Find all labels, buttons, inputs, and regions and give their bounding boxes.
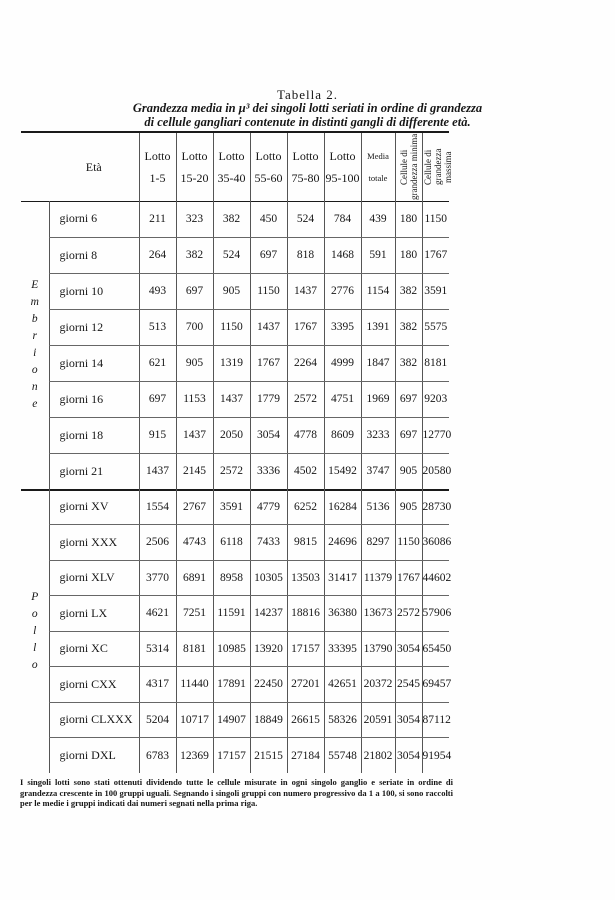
value-cell: 69457 [422, 667, 449, 703]
value-cell: 621 [139, 345, 176, 381]
value-cell: 6783 [139, 738, 176, 774]
value-cell: 11440 [176, 667, 213, 703]
value-cell: 524 [213, 237, 250, 273]
value-cell: 697 [395, 417, 422, 453]
value-cell: 3591 [213, 489, 250, 525]
value-cell: 382 [395, 345, 422, 381]
value-cell: 1319 [213, 345, 250, 381]
value-cell: 6252 [287, 489, 324, 525]
value-cell: 180 [395, 201, 422, 237]
value-cell: 439 [361, 201, 395, 237]
table-row [21, 489, 449, 525]
value-cell: 700 [176, 309, 213, 345]
value-cell: 15492 [324, 453, 361, 489]
value-cell: 1767 [287, 309, 324, 345]
value-cell: 8297 [361, 525, 395, 561]
value-cell: 42651 [324, 667, 361, 703]
eta-cell: giorni XV [49, 489, 139, 525]
value-cell: 18816 [287, 596, 324, 632]
value-cell: 2545 [395, 667, 422, 703]
value-cell: 27184 [287, 738, 324, 774]
value-cell: 4502 [287, 453, 324, 489]
table-row [21, 309, 449, 345]
value-cell: 2264 [287, 345, 324, 381]
table-row [21, 738, 449, 774]
value-cell: 16284 [324, 489, 361, 525]
value-cell: 1437 [213, 381, 250, 417]
header-eta: Età [85, 160, 102, 174]
value-cell: 55748 [324, 738, 361, 774]
value-cell: 905 [395, 453, 422, 489]
embrione-letter: e [32, 398, 38, 410]
eta-cell: giorni XXX [49, 525, 139, 561]
embrione-letter: n [31, 381, 38, 393]
value-cell: 13920 [250, 631, 287, 667]
value-cell: 14907 [213, 702, 250, 738]
value-cell: 22450 [250, 667, 287, 703]
header-lotto-1: Lotto 1-5 [139, 133, 176, 201]
value-cell: 44602 [422, 560, 449, 596]
value-cell: 3233 [361, 417, 395, 453]
value-cell: 4743 [176, 525, 213, 561]
value-cell: 323 [176, 201, 213, 237]
value-cell: 1150 [422, 201, 449, 237]
eta-cell: giorni 8 [49, 237, 139, 273]
value-cell: 697 [395, 381, 422, 417]
table-row [21, 631, 449, 667]
value-cell: 1554 [139, 489, 176, 525]
value-cell: 905 [176, 345, 213, 381]
value-cell: 65450 [422, 631, 449, 667]
value-cell: 6891 [176, 560, 213, 596]
eta-cell: giorni CLXXX [49, 702, 139, 738]
value-cell: 493 [139, 273, 176, 309]
value-cell: 87112 [422, 702, 449, 738]
value-cell: 6118 [213, 525, 250, 561]
pollo-letter: l [33, 641, 37, 654]
value-cell: 1767 [422, 237, 449, 273]
value-cell: 2767 [176, 489, 213, 525]
value-cell: 2572 [213, 453, 250, 489]
value-cell: 8958 [213, 560, 250, 596]
table-row [21, 417, 449, 453]
value-cell: 17891 [213, 667, 250, 703]
value-cell: 7251 [176, 596, 213, 632]
value-cell: 1847 [361, 345, 395, 381]
value-cell: 1437 [287, 273, 324, 309]
value-cell: 1468 [324, 237, 361, 273]
table-caption-line-2: di cellule gangliari contenute in distinti gangli di differente età. [144, 115, 471, 129]
value-cell: 13503 [287, 560, 324, 596]
value-cell: 21515 [250, 738, 287, 774]
value-cell: 5136 [361, 489, 395, 525]
eta-cell: giorni 16 [49, 381, 139, 417]
data-table [21, 133, 453, 773]
embrione-letter: o [31, 364, 38, 376]
value-cell: 4751 [324, 381, 361, 417]
table-row [21, 596, 449, 632]
value-cell: 382 [213, 201, 250, 237]
eta-cell: giorni CXX [49, 667, 139, 703]
header-media-totale: Media totale [361, 133, 395, 201]
table-row [21, 560, 449, 596]
value-cell: 180 [395, 237, 422, 273]
value-cell: 3747 [361, 453, 395, 489]
header-lotto-6: Lotto 95-100 [324, 133, 361, 201]
value-cell: 1437 [176, 417, 213, 453]
pollo-rows [21, 489, 452, 773]
value-cell: 3591 [422, 273, 449, 309]
value-cell: 36380 [324, 596, 361, 632]
value-cell: 4317 [139, 667, 176, 703]
header-lotto-5: Lotto 75-80 [287, 133, 324, 201]
value-cell: 8181 [422, 345, 449, 381]
table-title: Tabella 2. [276, 87, 339, 102]
value-cell: 382 [395, 309, 422, 345]
value-cell: 27201 [287, 667, 324, 703]
value-cell: 10717 [176, 702, 213, 738]
value-cell: 697 [139, 381, 176, 417]
value-cell: 5314 [139, 631, 176, 667]
value-cell: 5204 [139, 702, 176, 738]
value-cell: 591 [361, 237, 395, 273]
eta-cell: giorni 18 [49, 417, 139, 453]
table-caption-line-1: Grandezza media in μ³ dei singoli lotti seriati in ordine di grandezza [132, 101, 483, 115]
table-row [21, 273, 449, 309]
value-cell: 3054 [395, 631, 422, 667]
value-cell: 13673 [361, 596, 395, 632]
value-cell: 1437 [139, 453, 176, 489]
eta-cell: giorni 12 [49, 309, 139, 345]
value-cell: 3054 [395, 702, 422, 738]
value-cell: 26615 [287, 702, 324, 738]
header-blank [21, 133, 49, 201]
value-cell: 8181 [176, 631, 213, 667]
value-cell: 5575 [422, 309, 449, 345]
embrione-letter: i [33, 347, 37, 359]
value-cell: 10305 [250, 560, 287, 596]
value-cell: 915 [139, 417, 176, 453]
table-row [21, 237, 449, 273]
eta-cell: giorni 6 [49, 201, 139, 237]
value-cell: 524 [287, 201, 324, 237]
value-cell: 1154 [361, 273, 395, 309]
value-cell: 8609 [324, 417, 361, 453]
eta-cell: giorni 21 [49, 453, 139, 489]
value-cell: 33395 [324, 631, 361, 667]
eta-cell: giorni LX [49, 596, 139, 632]
value-cell: 24696 [324, 525, 361, 561]
value-cell: 2572 [395, 596, 422, 632]
header-lotto-2: Lotto 15-20 [176, 133, 213, 201]
value-cell: 21802 [361, 738, 395, 774]
value-cell: 697 [250, 237, 287, 273]
value-cell: 2572 [287, 381, 324, 417]
embrione-letter: b [31, 313, 38, 325]
value-cell: 1150 [213, 309, 250, 345]
value-cell: 3395 [324, 309, 361, 345]
table-row [21, 381, 449, 417]
pollo-letter: l [33, 624, 37, 637]
embrione-rows [21, 201, 452, 489]
value-cell: 17157 [287, 631, 324, 667]
eta-cell: giorni 10 [49, 273, 139, 309]
header-lotto-3: Lotto 35-40 [213, 133, 250, 201]
value-cell: 28730 [422, 489, 449, 525]
header-minima: Cellule di grandezza minima [395, 133, 422, 201]
value-cell: 20591 [361, 702, 395, 738]
value-cell: 513 [139, 309, 176, 345]
value-cell: 2506 [139, 525, 176, 561]
value-cell: 1153 [176, 381, 213, 417]
value-cell: 3336 [250, 453, 287, 489]
value-cell: 91954 [422, 738, 449, 774]
value-cell: 4621 [139, 596, 176, 632]
embrione-letter: m [30, 296, 39, 308]
value-cell: 2776 [324, 273, 361, 309]
embrione-group-label [21, 201, 49, 489]
value-cell: 20372 [361, 667, 395, 703]
value-cell: 2145 [176, 453, 213, 489]
table-footnote: I singoli lotti sono stati ottenuti dividendo tutte le cellule misurate in ogni singolo ganglio e seriate in ordine di grandezza crescente in 100 gruppi uguali. Segnando i singoli gruppi con numero progressivo da 1 a 100, si sono raccolti per le medie i gruppi indicati dai numeri segnati nella prima riga. [20, 777, 453, 808]
value-cell: 12770 [422, 417, 449, 453]
table-row [21, 453, 449, 489]
table-row [21, 702, 449, 738]
eta-cell: giorni XC [49, 631, 139, 667]
value-cell: 9203 [422, 381, 449, 417]
value-cell: 12369 [176, 738, 213, 774]
value-cell: 1150 [395, 525, 422, 561]
eta-cell: giorni XLV [49, 560, 139, 596]
value-cell: 1391 [361, 309, 395, 345]
value-cell: 11591 [213, 596, 250, 632]
value-cell: 4779 [250, 489, 287, 525]
value-cell: 1779 [250, 381, 287, 417]
value-cell: 905 [395, 489, 422, 525]
table-row [21, 525, 449, 561]
value-cell: 1767 [250, 345, 287, 381]
table-row [21, 345, 449, 381]
embrione-letter: E [31, 279, 39, 291]
value-cell: 3054 [395, 738, 422, 774]
header-row [21, 133, 449, 201]
value-cell: 9815 [287, 525, 324, 561]
value-cell: 4778 [287, 417, 324, 453]
value-cell: 4999 [324, 345, 361, 381]
pollo-group-label [21, 489, 49, 773]
value-cell: 818 [287, 237, 324, 273]
value-cell: 36086 [422, 525, 449, 561]
value-cell: 3054 [250, 417, 287, 453]
value-cell: 1767 [395, 560, 422, 596]
value-cell: 14237 [250, 596, 287, 632]
pollo-letter: o [31, 658, 38, 671]
pollo-letter: o [31, 607, 38, 620]
table-row [21, 667, 449, 703]
value-cell: 10985 [213, 631, 250, 667]
value-cell: 3770 [139, 560, 176, 596]
eta-cell: giorni DXL [49, 738, 139, 774]
table-row [21, 201, 449, 237]
value-cell: 264 [139, 237, 176, 273]
header-massima: Cellule di grandezza massima [422, 133, 449, 201]
value-cell: 57906 [422, 596, 449, 632]
value-cell: 2050 [213, 417, 250, 453]
value-cell: 450 [250, 201, 287, 237]
value-cell: 18849 [250, 702, 287, 738]
value-cell: 13790 [361, 631, 395, 667]
value-cell: 7433 [250, 525, 287, 561]
value-cell: 1969 [361, 381, 395, 417]
value-cell: 1437 [250, 309, 287, 345]
value-cell: 17157 [213, 738, 250, 774]
value-cell: 1150 [250, 273, 287, 309]
embrione-letter: r [32, 330, 37, 342]
value-cell: 382 [176, 237, 213, 273]
value-cell: 784 [324, 201, 361, 237]
value-cell: 382 [395, 273, 422, 309]
value-cell: 211 [139, 201, 176, 237]
value-cell: 905 [213, 273, 250, 309]
value-cell: 20580 [422, 453, 449, 489]
header-lotto-4: Lotto 55-60 [250, 133, 287, 201]
value-cell: 58326 [324, 702, 361, 738]
value-cell: 31417 [324, 560, 361, 596]
value-cell: 11379 [361, 560, 395, 596]
value-cell: 697 [176, 273, 213, 309]
pollo-letter: P [31, 590, 39, 603]
eta-cell: giorni 14 [49, 345, 139, 381]
